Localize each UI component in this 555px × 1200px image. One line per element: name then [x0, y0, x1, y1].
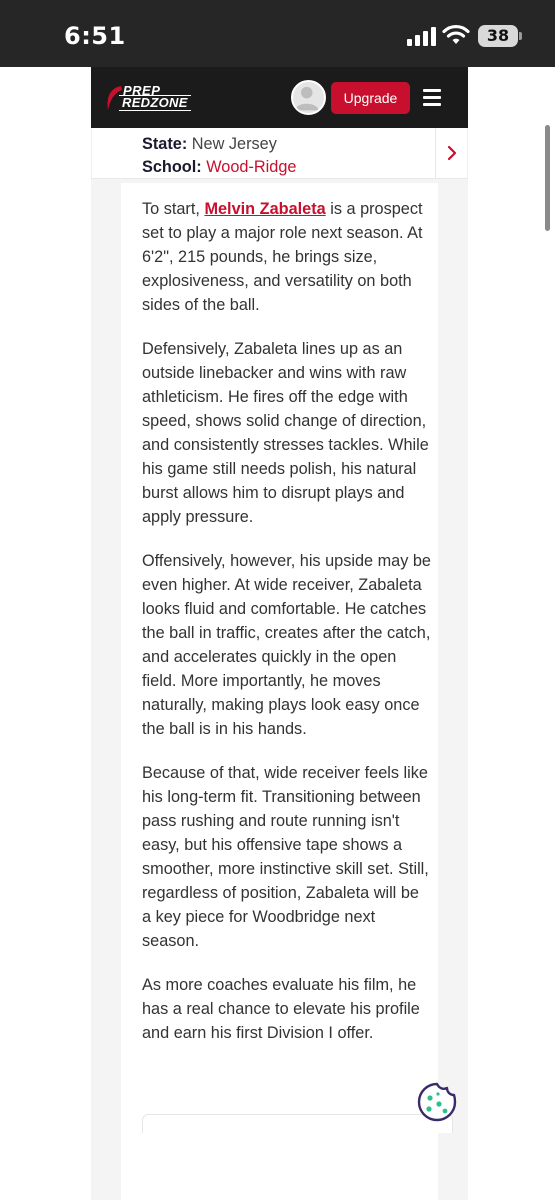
avatar-icon	[293, 82, 324, 113]
logo-text-redzone: REDZONE	[119, 95, 191, 111]
prep-redzone-logo[interactable]	[105, 81, 193, 115]
article-body	[142, 133, 432, 1065]
wifi-icon	[442, 24, 470, 46]
next-arrow-button[interactable]	[435, 128, 467, 178]
meta-state-value: New Jersey	[191, 135, 277, 153]
meta-school-value[interactable]: Wood-Ridge	[206, 158, 297, 176]
paragraph-position-fit: Because of that, wide receiver feels like his long-term fit. Transitioning between pass rushing and route running isn't easy, but his offensive tape shows a smoother, more instinctive skill set. Still, regardless of position, Zabaleta will be a key piece for Woodbridge next season.	[142, 764, 429, 950]
paragraph-intro-start: To start,	[142, 200, 205, 218]
embedded-content-box	[142, 1114, 453, 1133]
battery-tip	[519, 32, 522, 40]
user-avatar[interactable]	[291, 80, 326, 115]
meta-state	[142, 133, 432, 156]
paragraph-offense: Offensively, however, his upside may be even higher. At wide receiver, Zabaleta looks fluid and comfortable. He catches the ball in traffic, creates after the catch, and accelerates quickly in the open field. More importantly, he moves naturally, making plays look easy once the ball is in his hands.	[142, 552, 431, 738]
status-time: 6:51	[64, 22, 126, 50]
paragraph-outlook: As more coaches evaluate his film, he has a real chance to elevate his profile and earn his first Division I offer.	[142, 976, 420, 1042]
paragraph-defense: Defensively, Zabaleta lines up as an outside linebacker and wins with raw athleticism. He fires off the edge with speed, shows solid change of direction, and consistently stresses tackles. While his game still needs polish, his natural burst allows him to disrupt plays and apply pressure.	[142, 340, 429, 526]
page-margin-left	[0, 67, 91, 1200]
page-scrollbar[interactable]	[545, 125, 550, 231]
player-name-link[interactable]: Melvin Zabaleta	[204, 200, 326, 218]
article-meta	[142, 133, 432, 179]
paragraph-intro-rest: is a prospect set to play a major role next season. At 6'2", 215 pounds, he brings size, explosiveness, and versatility on both sides of the ball.	[142, 200, 423, 314]
upgrade-button[interactable]: Upgrade	[331, 82, 410, 114]
page-margin-right	[468, 67, 555, 1200]
logo-text-prep: PREP	[123, 83, 161, 98]
paragraph-intro	[142, 197, 432, 317]
ios-status-bar	[0, 0, 555, 67]
hamburger-menu-icon[interactable]	[423, 89, 441, 105]
battery-icon	[478, 25, 518, 47]
cookie-icon[interactable]	[417, 1082, 457, 1122]
meta-state-label: State:	[142, 135, 188, 153]
meta-school-label: School:	[142, 158, 202, 176]
meta-school	[142, 156, 432, 179]
signal-icon	[406, 26, 436, 46]
battery-level: 38	[486, 26, 510, 45]
chevron-right-icon	[446, 145, 458, 161]
site-header	[91, 67, 468, 128]
